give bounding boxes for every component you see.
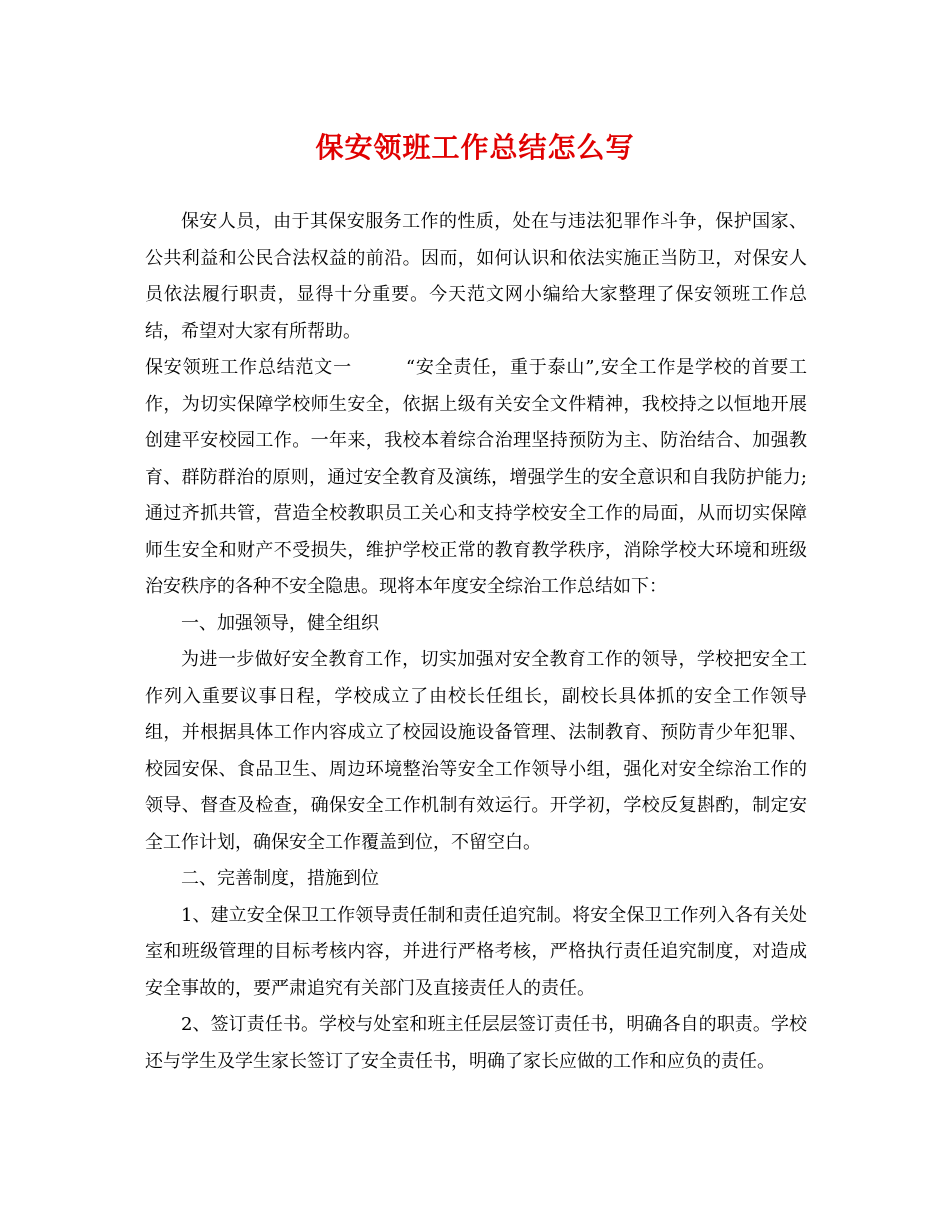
sample-text: “安全责任，重于泰山”,安全工作是学校的首要工作，为切实保障学校师生安全，依据上级有关安全文件精神，我校持之以恒地开展创建平安校园工作。一年来，我校本着综合治理坚持预防为主、防治结合、加强教育、群防群治的原则，通过安全教育及演练，增强学生的安全意识和自我防护能力;通过齐抓共管，营造全校教职员工关心和支持学校安全工作的局面，从而切实保障师生安全和财产不受损失，维护学校正常的教育教学秩序，消除学校大环境和班级治安秩序的各种不安全隐患。现将本年度安全综治工作总结如下：	[145, 357, 808, 597]
item2-paragraph: 2、签订责任书。学校与处室和班主任层层签订责任书，明确各自的职责。学校还与学生及学生家长签订了安全责任书，明确了家长应做的工作和应负的责任。	[145, 1014, 807, 1072]
document-body	[145, 204, 807, 1080]
document-title: 保安领班工作总结怎么写	[315, 131, 635, 164]
item1-paragraph: 1、建立安全保卫工作领导责任制和责任追究制。将安全保卫工作列入各有关处室和班级管理的目标考核内容，并进行严格考核，严格执行责任追究制度，对造成安全事故的，要严肃追究有关部门及直接责任人的责任。	[145, 904, 807, 999]
sample-paragraph	[145, 350, 807, 606]
intro-paragraph: 保安人员，由于其保安服务工作的性质，处在与违法犯罪作斗争，保护国家、公共利益和公民合法权益的前沿。因而，如何认识和依法实施正当防卫，对保安人员依法履行职责，显得十分重要。今天范文网小编给大家整理了保安领班工作总结，希望对大家有所帮助。	[145, 211, 807, 342]
section1-heading: 一、加强领导，健全组织	[181, 612, 379, 634]
section1-paragraph: 为进一步做好安全教育工作，切实加强对安全教育工作的领导，学校把安全工作列入重要议事日程，学校成立了由校长任组长，副校长具体抓的安全工作领导组，并根据具体工作内容成立了校园设施设备管理、法制教育、预防青少年犯罪、校园安保、食品卫生、周边环境整治等安全工作领导小组，强化对安全综治工作的领导、督查及检查，确保安全工作机制有效运行。开学初，学校反复斟酌，制定安全工作计划，确保安全工作覆盖到位，不留空白。	[145, 649, 807, 853]
sample-label: 保安领班工作总结范文一	[145, 357, 352, 378]
section2-heading: 二、完善制度，措施到位	[181, 868, 379, 889]
